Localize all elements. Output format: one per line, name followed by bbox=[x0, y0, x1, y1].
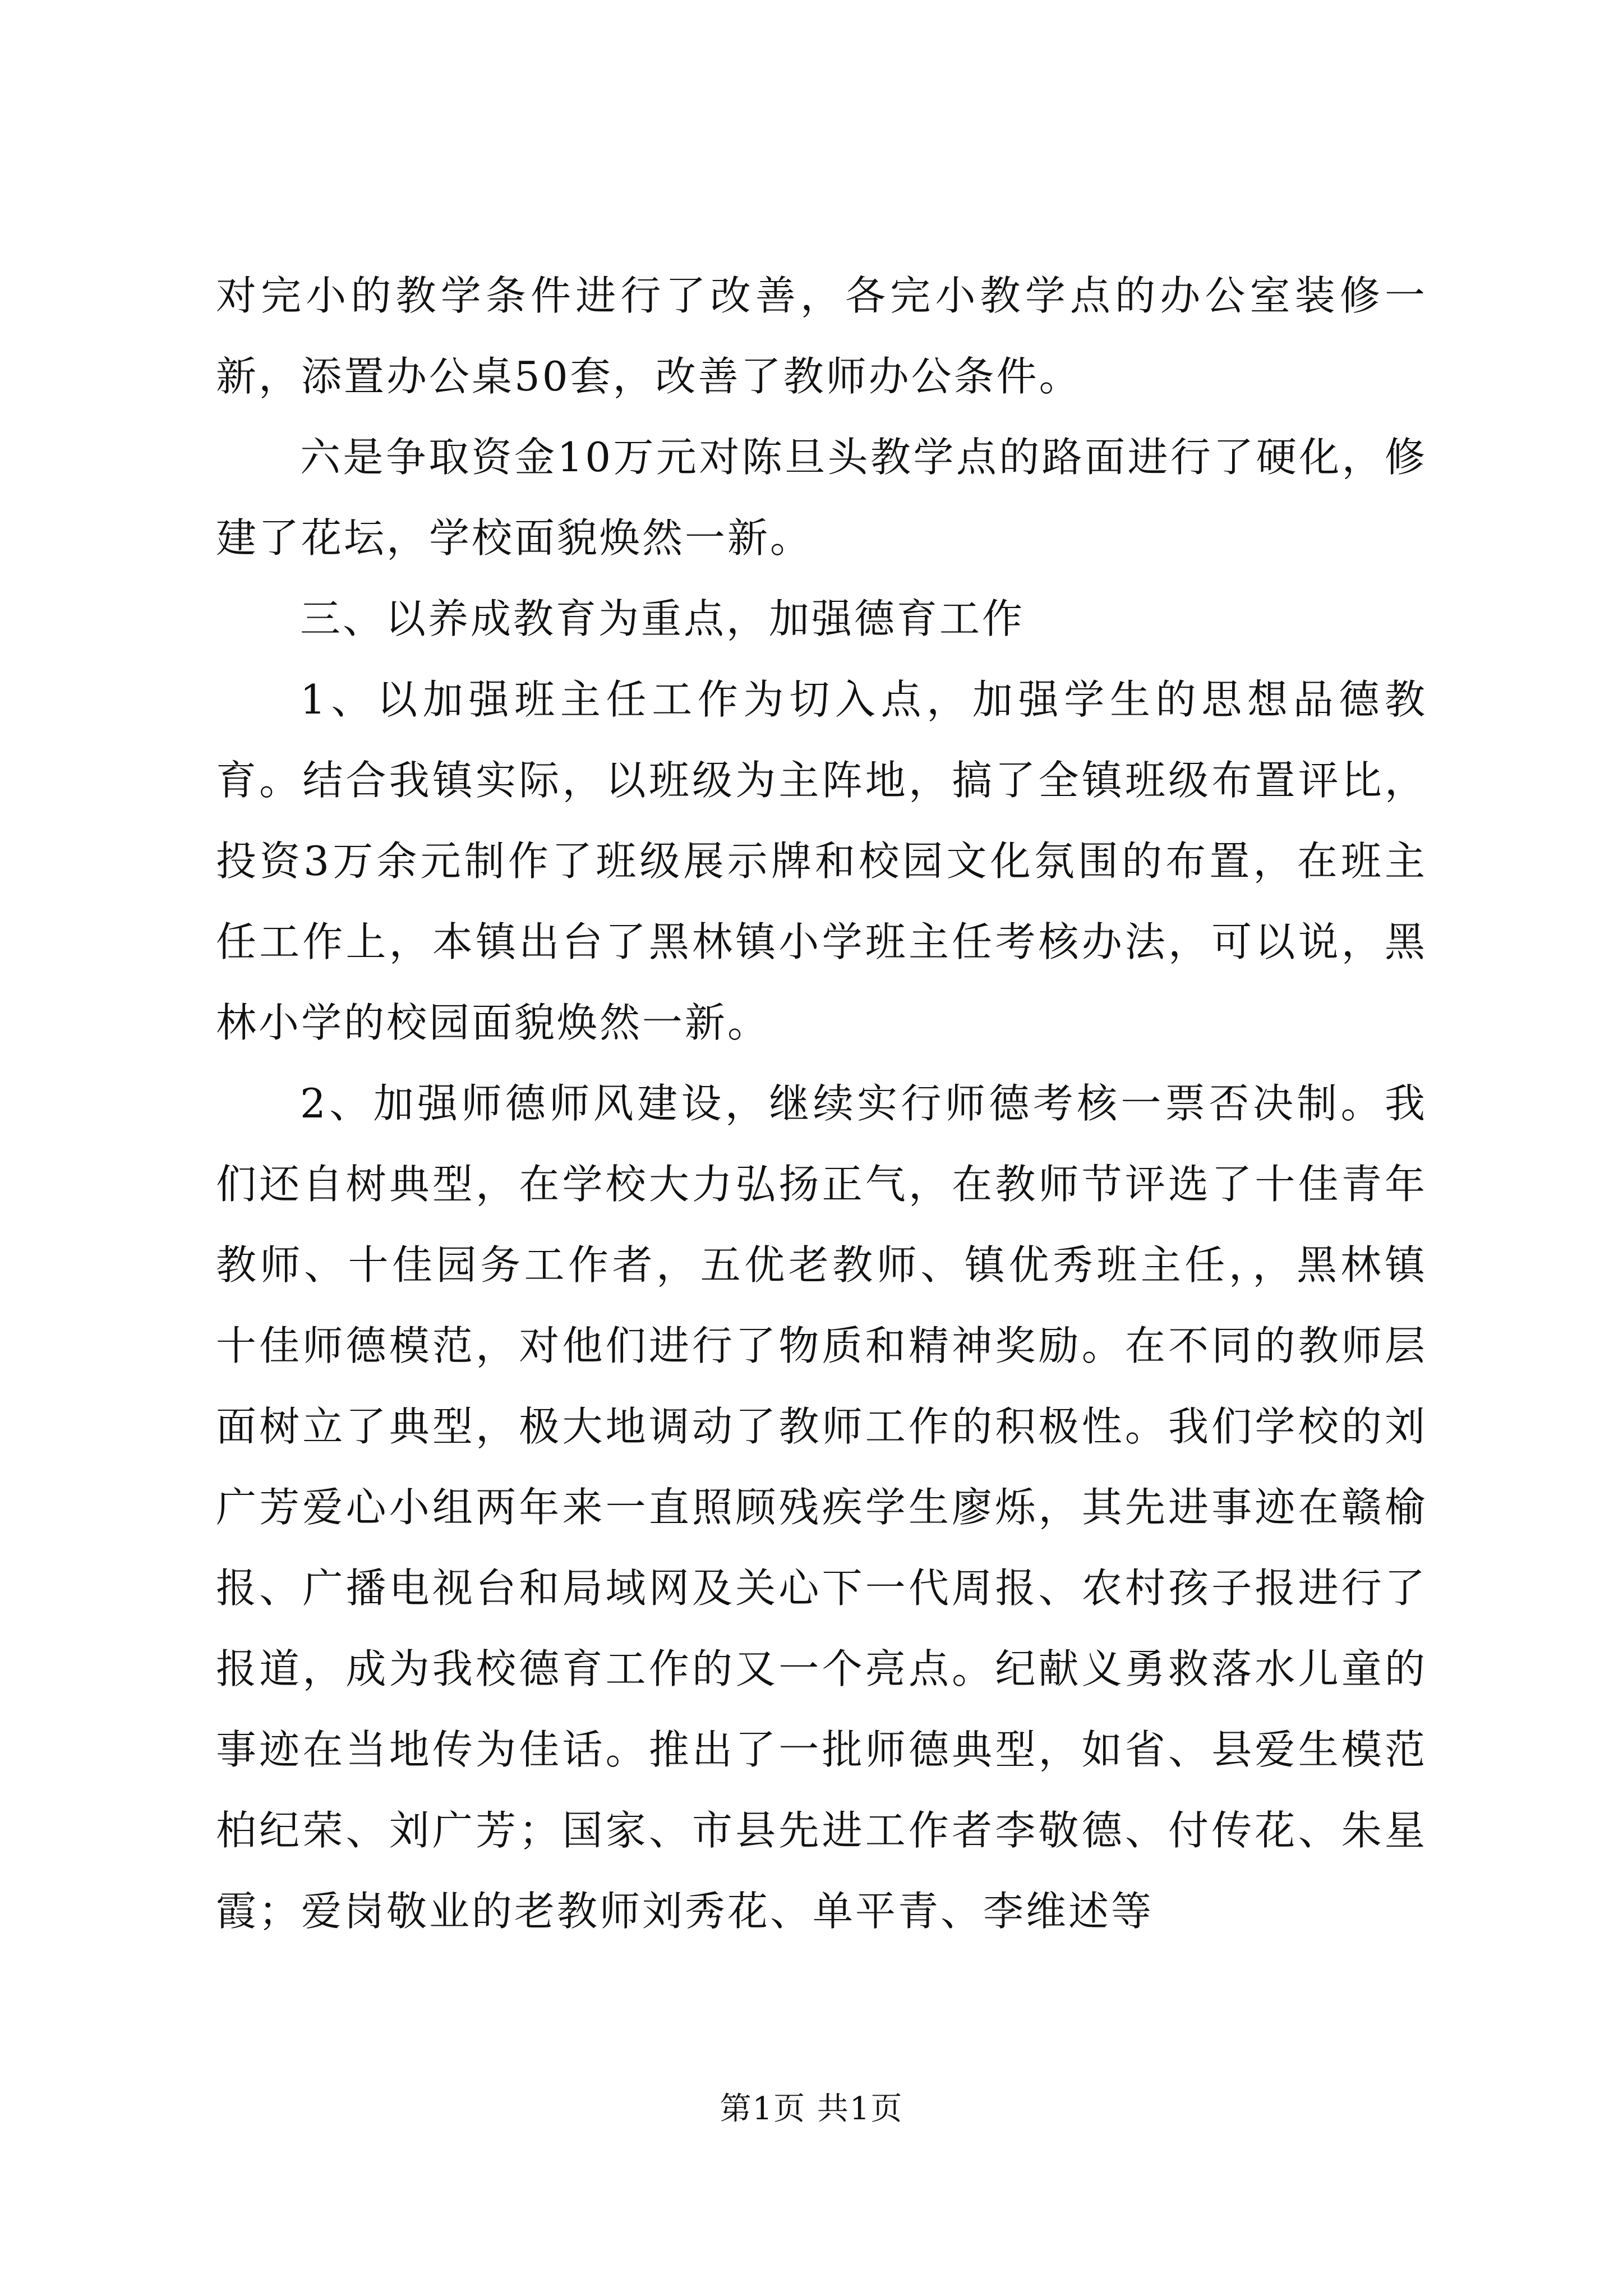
document-body bbox=[216, 255, 1427, 1952]
paragraph-4: 2、加强师德师风建设，继续实行师德考核一票否决制。我们还自树典型，在学校大力弘扬正气，在教师节评选了十佳青年教师、十佳园务工作者，五优老教师、镇优秀班主任，，黑林镇十佳师德模范，对他们进行了物质和精神奖励。在不同的教师层面树立了典型，极大地调动了教师工作的积极性。我们学校的刘广芳爱心小组两年来一直照顾残疾学生廖烁，其先进事迹在赣榆报、广播电视台和局域网及关心下一代周报、农村孩子报进行了报道，成为我校德育工作的又一个亮点。纪献义勇救落水儿童的事迹在当地传为佳话。推出了一批师德典型，如省、县爱生模范柏纪荣、刘广芳；国家、市县先进工作者李敬德、付传花、朱星霞；爱岗敬业的老教师刘秀花、单平青、李维述等 bbox=[216, 1080, 1427, 1935]
paragraph-1: 对完小的教学条件进行了改善，各完小教学点的办公室装修一新，添置办公桌50套，改善了教师办公条件。 bbox=[216, 272, 1427, 400]
paragraph-3: 1、以加强班主任工作为切入点，加强学生的思想品德教育。结合我镇实际，以班级为主阵地，搞了全镇班级布置评比，投资3万余元制作了班级展示牌和校园文化氛围的布置，在班主任工作上，本镇出台了黑林镇小学班主任考核办法，可以说，黑林小学的校园面貌焕然一新。 bbox=[216, 676, 1427, 1046]
page-footer: 第1页 共1页 bbox=[720, 2091, 903, 2127]
paragraph-2: 六是争取资金10万元对陈旦头教学点的路面进行了硬化，修建了花坛，学校面貌焕然一新。 bbox=[216, 434, 1427, 562]
section-heading: 三、以养成教育为重点，加强德育工作 bbox=[300, 595, 1025, 642]
